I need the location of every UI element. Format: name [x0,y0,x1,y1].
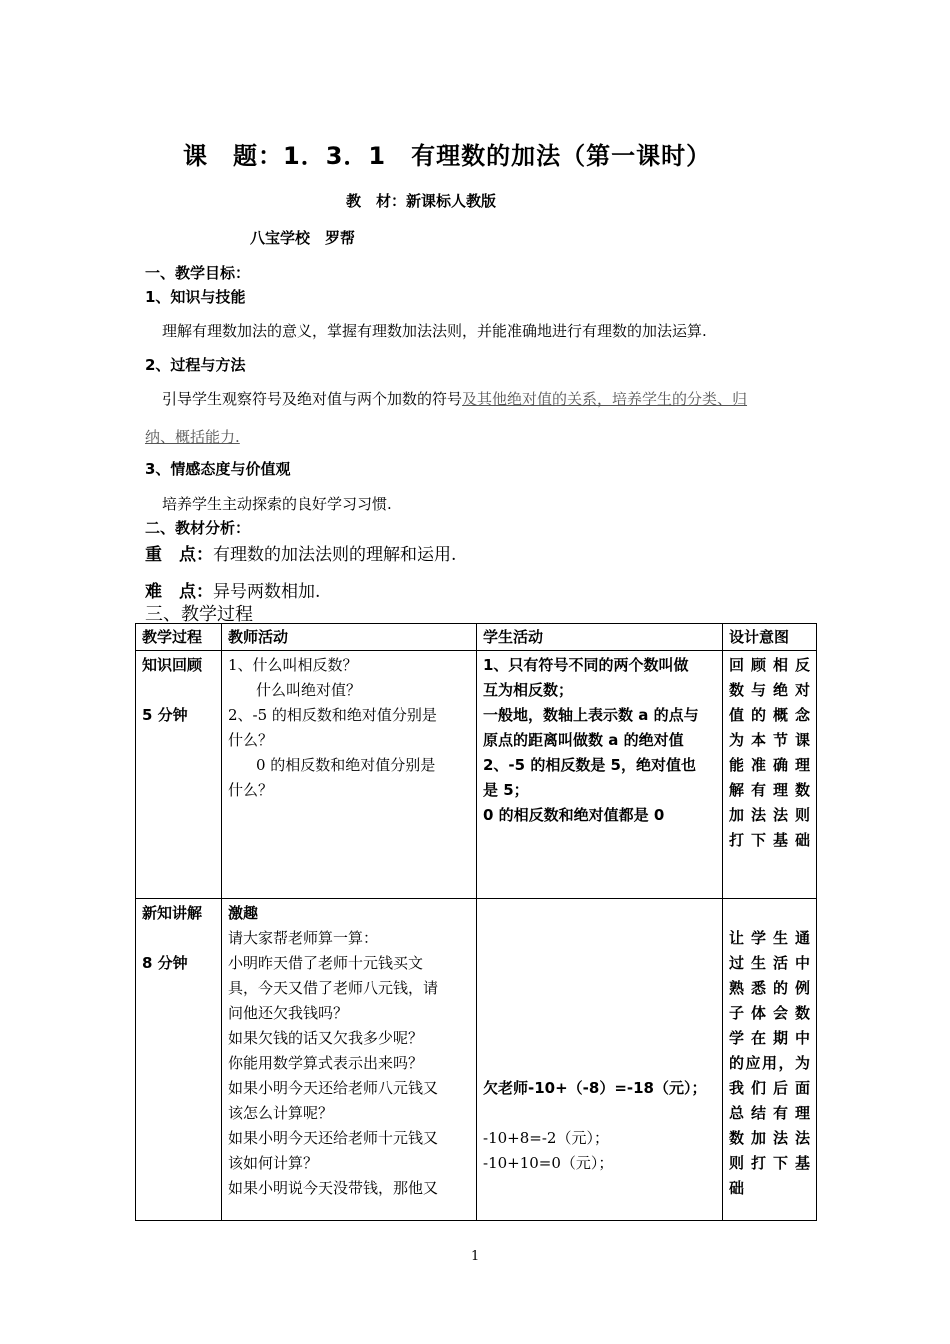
difficult-point-label: 难 点： [145,582,213,602]
text-line: 是 5； [483,781,529,799]
text-line: 数加法法 [729,1129,810,1147]
text-line: 让学生通 [729,929,810,947]
text-line: 回顾相反 [729,656,810,674]
text-line: 0 的相反数和绝对值分别是 [256,756,436,774]
process-method-heading: 2、过程与方法 [145,356,246,374]
text-line: 该怎么计算呢？ [228,1104,334,1122]
table-header-row [136,624,817,651]
column-header: 教学过程 [136,624,222,651]
text-line: 加法法则 [729,806,810,824]
text-line: 如果欠钱的话又欠我多少呢？ [228,1029,424,1047]
stage-cell [136,651,222,899]
process-method-text-c: 纳、概括能力. [145,428,240,446]
design-intent-cell [723,899,817,1221]
lesson-title: 课 题：1．3．1 有理数的加法（第一课时） [183,142,712,170]
textbook-edition: 教 材：新课标人教版 [346,192,497,210]
text-line: 请大家帮老师算一算： [228,929,379,947]
process-method-text [162,388,747,409]
text-line: 小明昨天借了老师十元钱买文 [228,954,424,972]
knowledge-skills-heading: 1、知识与技能 [145,288,246,306]
difficult-point-text: 异号两数相加. [213,582,321,602]
text-line: 2、-5 的相反数是 5，绝对值也 [483,756,696,774]
text-line: 子体会数 [729,1004,810,1022]
text-line: 欠老师-10+（-8）=-18（元）； [483,1079,707,1097]
page-number: 1 [471,1249,480,1264]
text-line: 0 的相反数和绝对值都是 0 [483,806,665,824]
text-line: 的应用，为 [729,1054,810,1072]
key-point-label: 重 点： [145,545,213,565]
objectives-heading: 一、教学目标： [145,264,251,282]
difficult-point [145,577,320,602]
text-line: -10+10=0（元）； [483,1154,614,1172]
text-line: 总结有理 [729,1104,810,1122]
text-line: 2、-5 的相反数和绝对值分别是 [228,706,437,724]
text-line: 学在期中 [729,1029,810,1047]
teacher-activity-cell [222,899,477,1221]
text-line: 该如何计算？ [228,1154,319,1172]
stage-cell [136,899,222,1221]
text-line: 打下基础 [729,831,810,849]
text-line: 如果小明今天还给老师十元钱又 [228,1129,439,1147]
student-activity-cell [477,651,723,899]
text-line: 熟悉的例 [729,979,810,997]
teacher-activity-cell [222,651,477,899]
stage-time: 5 分钟 [142,706,188,724]
table-row [136,651,817,899]
emotion-attitude-text: 培养学生主动探索的良好学习习惯. [162,495,392,513]
text-line: 原点的距离叫做数 a 的绝对值 [483,731,684,749]
process-method-text-a: 引导学生观察符号及绝对值与两个加数的符号 [162,390,463,408]
analysis-heading: 二、教材分析： [145,519,251,537]
text-line: -10+8=-2（元）； [483,1129,609,1147]
knowledge-skills-text: 理解有理数加法的意义，掌握有理数加法法则，并能准确地进行有理数的加法运算. [162,322,707,340]
text-line: 础 [729,1179,745,1197]
activity-title: 激趣 [228,904,259,922]
text-line: 一般地，数轴上表示数 a 的点与 [483,706,699,724]
stage-name: 新知讲解 [142,904,203,922]
text-line: 问他还欠我钱吗？ [228,1004,349,1022]
text-line: 什么？ [228,731,274,749]
key-point-text: 有理数的加法法则的理解和运用. [213,545,457,565]
text-line: 什么？ [228,781,274,799]
author-line: 八宝学校 罗帮 [250,229,356,247]
design-intent-cell [723,651,817,899]
text-line: 数与绝对 [729,681,810,699]
text-line: 能准确理 [729,756,810,774]
process-method-text-b: 及其他绝对值的关系，培养学生的分类、归 [462,390,748,408]
emotion-attitude-heading: 3、情感态度与价值观 [145,460,291,478]
key-point [145,540,456,565]
column-header: 教师活动 [222,624,477,651]
text-line: 过生活中 [729,954,810,972]
stage-name: 知识回顾 [142,656,203,674]
text-line: 什么叫绝对值？ [256,681,362,699]
teaching-process-table [135,623,817,1221]
text-line: 具，今天又借了老师八元钱，请 [228,979,439,997]
student-activity-cell [477,899,723,1221]
text-line: 如果小明说今天没带钱，那他又 [228,1179,439,1197]
table-row [136,899,817,1221]
column-header: 学生活动 [477,624,723,651]
text-line: 则打下基 [729,1154,810,1172]
text-line: 如果小明今天还给老师八元钱又 [228,1079,439,1097]
text-line: 解有理数 [729,781,810,799]
column-header: 设计意图 [723,624,817,651]
text-line: 1、什么叫相反数？ [228,656,358,674]
text-line: 我们后面 [729,1079,810,1097]
text-line: 为本节课 [729,731,810,749]
text-line: 1、只有符号不同的两个数叫做 [483,656,689,674]
text-line: 值的概念 [729,706,810,724]
text-line: 互为相反数； [483,681,574,699]
process-heading: 三、教学过程 [145,604,253,625]
stage-time: 8 分钟 [142,954,188,972]
text-line: 你能用数学算式表示出来吗？ [228,1054,424,1072]
